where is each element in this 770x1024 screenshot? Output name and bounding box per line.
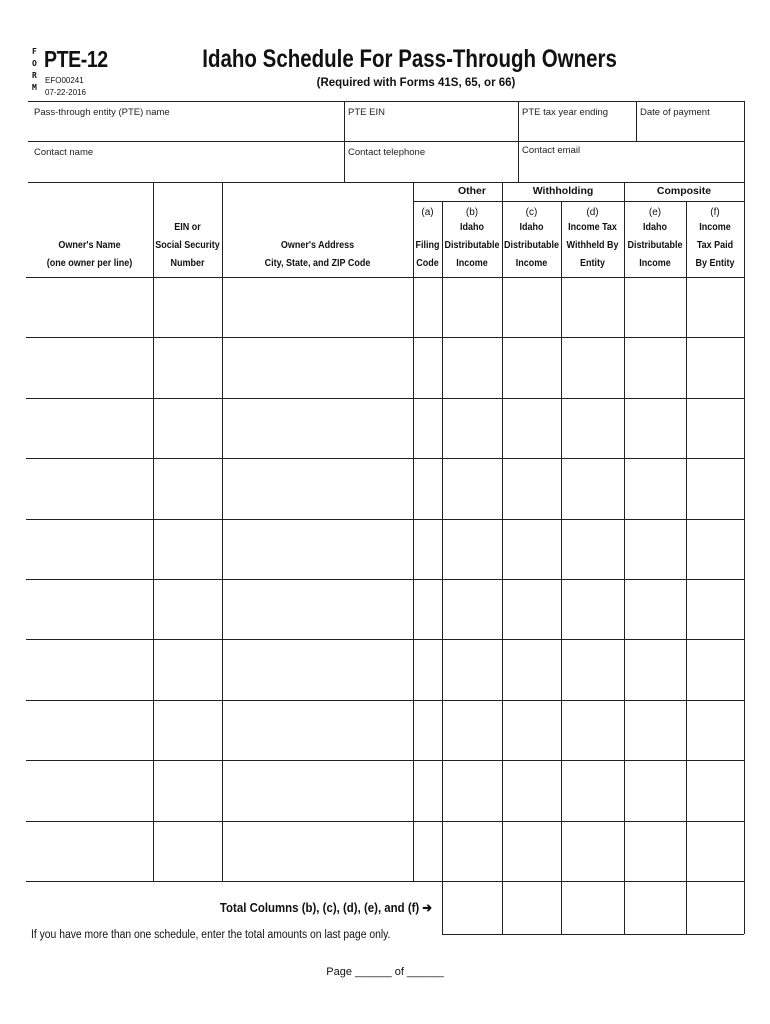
column-letter: (d) xyxy=(586,207,599,218)
table-cell[interactable] xyxy=(625,761,685,819)
table-cell[interactable] xyxy=(154,640,221,698)
table-cell[interactable] xyxy=(223,701,412,759)
table-cell[interactable] xyxy=(27,701,152,759)
column-header-line: Distributable xyxy=(627,240,683,251)
table-cell[interactable] xyxy=(443,278,501,336)
table-cell[interactable] xyxy=(223,399,412,457)
form-id: EFO00241 xyxy=(45,76,84,85)
table-cell[interactable] xyxy=(687,520,743,578)
column-header-line: EIN or xyxy=(174,222,201,233)
table-cell[interactable] xyxy=(27,761,152,819)
pte-ein-label: PTE EIN xyxy=(348,107,385,118)
totals-note: If you have more than one schedule, enter the total amounts on last page only. xyxy=(31,929,391,941)
table-cell[interactable] xyxy=(223,520,412,578)
table-cell[interactable] xyxy=(562,399,623,457)
table-cell[interactable] xyxy=(443,822,501,880)
column-header-line: Income xyxy=(699,222,731,233)
form-vertical-label: F O R M xyxy=(32,47,37,92)
contact-telephone-field[interactable] xyxy=(345,142,518,182)
table-cell[interactable] xyxy=(503,640,560,698)
table-cell[interactable] xyxy=(414,278,441,336)
table-cell[interactable] xyxy=(154,580,221,638)
table-cell[interactable] xyxy=(443,520,501,578)
table-cell[interactable] xyxy=(625,399,685,457)
table-cell[interactable] xyxy=(625,580,685,638)
table-cell[interactable] xyxy=(154,278,221,336)
contact-telephone-label: Contact telephone xyxy=(348,147,426,158)
column-header-line: Idaho xyxy=(642,222,667,233)
total-cell[interactable] xyxy=(687,882,743,933)
table-cell[interactable] xyxy=(223,580,412,638)
table-cell[interactable] xyxy=(687,640,743,698)
divider xyxy=(413,201,744,202)
total-cell[interactable] xyxy=(562,882,623,933)
column-header-line: Number xyxy=(170,258,205,269)
column-letter: (b) xyxy=(465,207,479,218)
table-cell[interactable] xyxy=(27,399,152,457)
column-header-line: Distributable xyxy=(444,240,500,251)
table-cell[interactable] xyxy=(154,520,221,578)
table-cell[interactable] xyxy=(503,822,560,880)
table-cell[interactable] xyxy=(625,520,685,578)
table-cell[interactable] xyxy=(414,640,441,698)
table-cell[interactable] xyxy=(27,278,152,336)
divider xyxy=(744,182,745,934)
table-cell[interactable] xyxy=(503,399,560,457)
table-cell[interactable] xyxy=(503,278,560,336)
table-cell[interactable] xyxy=(687,822,743,880)
table-cell[interactable] xyxy=(27,338,152,396)
pte-tax-year-label: PTE tax year ending xyxy=(522,107,609,118)
column-header-line: Income xyxy=(456,258,488,269)
column-header-line: Income xyxy=(639,258,671,269)
table-cell[interactable] xyxy=(562,761,623,819)
table-cell[interactable] xyxy=(154,399,221,457)
contact-email-field[interactable] xyxy=(519,142,744,182)
totals-label: Total Columns (b), (c), (d), (e), and (f) ➔ xyxy=(219,900,432,915)
column-header-line: Income Tax xyxy=(568,222,617,233)
table-cell[interactable] xyxy=(625,701,685,759)
divider xyxy=(28,182,744,183)
table-cell[interactable] xyxy=(687,399,743,457)
table-cell[interactable] xyxy=(503,338,560,396)
table-cell[interactable] xyxy=(414,520,441,578)
table-cell[interactable] xyxy=(562,520,623,578)
table-cell[interactable] xyxy=(562,822,623,880)
page-subtitle: (Required with Forms 41S, 65, or 66) xyxy=(316,77,516,89)
table-cell[interactable] xyxy=(687,278,743,336)
column-header-line: Income xyxy=(515,258,548,269)
total-cell[interactable] xyxy=(625,882,685,933)
column-header-line: Owner's Address xyxy=(280,240,355,251)
contact-name-field[interactable] xyxy=(28,142,344,182)
table-cell[interactable] xyxy=(625,640,685,698)
group-composite: Composite xyxy=(656,185,712,197)
table-cell[interactable] xyxy=(414,822,441,880)
table-cell[interactable] xyxy=(154,338,221,396)
column-header-line: Idaho xyxy=(459,222,484,233)
column-letter: (c) xyxy=(525,207,538,218)
date-of-payment-label: Date of payment xyxy=(640,107,710,118)
table-cell[interactable] xyxy=(27,459,152,517)
total-cell[interactable] xyxy=(443,882,501,933)
table-cell[interactable] xyxy=(687,459,743,517)
group-withholding: Withholding xyxy=(532,185,594,197)
table-cell[interactable] xyxy=(443,459,501,517)
pte-ein-field[interactable] xyxy=(345,102,518,141)
table-cell[interactable] xyxy=(562,338,623,396)
table-cell[interactable] xyxy=(443,761,501,819)
column-header-line: Owner's Name xyxy=(58,240,121,251)
table-cell[interactable] xyxy=(443,399,501,457)
table-cell[interactable] xyxy=(625,278,685,336)
pte-name-label: Pass-through entity (PTE) name xyxy=(34,107,170,118)
table-cell[interactable] xyxy=(223,459,412,517)
contact-email-label: Contact email xyxy=(522,145,581,156)
form-date: 07-22-2016 xyxy=(45,88,86,97)
table-cell[interactable] xyxy=(223,822,412,880)
table-cell[interactable] xyxy=(223,338,412,396)
table-cell[interactable] xyxy=(687,761,743,819)
column-header-line: Entity xyxy=(579,258,606,269)
table-cell[interactable] xyxy=(562,459,623,517)
table-cell[interactable] xyxy=(414,761,441,819)
table-cell[interactable] xyxy=(154,459,221,517)
table-cell[interactable] xyxy=(562,580,623,638)
total-cell[interactable] xyxy=(503,882,560,933)
table-cell[interactable] xyxy=(625,459,685,517)
column-header-line: Tax Paid xyxy=(696,240,734,251)
table-cell[interactable] xyxy=(414,399,441,457)
table-cell[interactable] xyxy=(443,701,501,759)
table-cell[interactable] xyxy=(414,459,441,517)
group-other: Other xyxy=(457,185,486,197)
column-header-line: Code xyxy=(416,258,439,269)
column-header-line: Withheld By xyxy=(566,240,619,251)
page-number: Page ______ of ______ xyxy=(326,966,444,978)
column-header-line: Distributable xyxy=(503,240,560,251)
pte-name-field[interactable] xyxy=(28,102,344,141)
date-of-payment-field[interactable] xyxy=(637,102,744,141)
column-header-line: (one owner per line) xyxy=(46,258,133,269)
table-cell[interactable] xyxy=(27,640,152,698)
table-cell[interactable] xyxy=(687,338,743,396)
column-letter: (e) xyxy=(648,207,662,218)
table-cell[interactable] xyxy=(414,701,441,759)
form-number: PTE-12 xyxy=(44,46,108,72)
table-cell[interactable] xyxy=(503,580,560,638)
table-cell[interactable] xyxy=(562,640,623,698)
divider xyxy=(442,934,744,935)
table-cell[interactable] xyxy=(625,822,685,880)
column-header-line: Idaho xyxy=(519,222,544,233)
table-cell[interactable] xyxy=(503,761,560,819)
table-cell[interactable] xyxy=(27,520,152,578)
table-cell[interactable] xyxy=(27,822,152,880)
contact-name-label: Contact name xyxy=(34,147,94,158)
table-cell[interactable] xyxy=(443,580,501,638)
column-header-line: By Entity xyxy=(695,258,735,269)
table-cell[interactable] xyxy=(154,761,221,819)
table-cell[interactable] xyxy=(503,459,560,517)
table-cell[interactable] xyxy=(223,640,412,698)
table-cell[interactable] xyxy=(687,701,743,759)
table-cell[interactable] xyxy=(443,338,501,396)
divider xyxy=(744,101,745,182)
column-letter: (f) xyxy=(710,207,720,218)
table-cell[interactable] xyxy=(414,580,441,638)
table-cell[interactable] xyxy=(223,761,412,819)
column-header-line: Filing xyxy=(415,240,440,251)
table-cell[interactable] xyxy=(562,701,623,759)
table-cell[interactable] xyxy=(503,520,560,578)
column-header-line: Social Security xyxy=(155,240,220,251)
pte-tax-year-field[interactable] xyxy=(519,102,636,141)
table-cell[interactable] xyxy=(27,580,152,638)
column-letter: (a) xyxy=(421,207,434,218)
table-cell[interactable] xyxy=(154,701,221,759)
table-cell[interactable] xyxy=(562,278,623,336)
table-cell[interactable] xyxy=(223,278,412,336)
page-title: Idaho Schedule For Pass-Through Owners xyxy=(202,45,617,73)
table-cell[interactable] xyxy=(414,338,441,396)
table-cell[interactable] xyxy=(625,338,685,396)
table-cell[interactable] xyxy=(503,701,560,759)
column-header-line: City, State, and ZIP Code xyxy=(264,258,371,269)
table-cell[interactable] xyxy=(154,822,221,880)
table-cell[interactable] xyxy=(687,580,743,638)
table-cell[interactable] xyxy=(443,640,501,698)
